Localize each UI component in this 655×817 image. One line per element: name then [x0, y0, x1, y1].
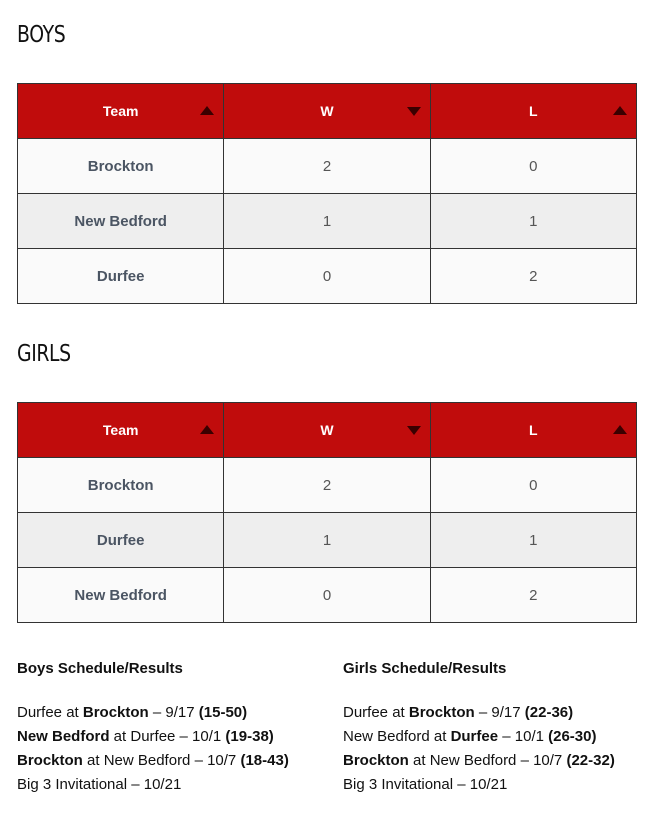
schedule-line	[343, 725, 643, 749]
schedule-text: at New Bedford – 10/7	[408, 752, 567, 769]
schedule-text: Durfee at	[343, 704, 409, 721]
column-label: L	[529, 103, 538, 119]
schedule-line	[343, 749, 643, 773]
wins-cell: 2	[224, 458, 430, 513]
schedule-text: at Durfee – 10/1	[109, 728, 226, 745]
sort-down-icon[interactable]	[407, 426, 421, 435]
table-header-row	[18, 84, 637, 139]
schedule-text: – 9/17	[474, 704, 525, 721]
team-cell: New Bedford	[18, 194, 224, 249]
girls-standings-table	[17, 402, 637, 623]
schedule-line	[17, 773, 317, 797]
schedule-highlight: Brockton	[343, 752, 409, 769]
team-cell: Durfee	[18, 513, 224, 568]
schedule-highlight: Brockton	[82, 704, 149, 721]
wins-cell: 2	[224, 139, 430, 194]
schedule-line	[17, 725, 317, 749]
sort-up-icon[interactable]	[200, 425, 214, 434]
table-row	[18, 249, 637, 304]
girls-schedule-title: Girls Schedule/Results	[343, 660, 507, 677]
boys-heading: BOYS	[17, 22, 66, 48]
column-header-l[interactable]	[430, 403, 636, 458]
schedule-highlight: (22-36)	[524, 704, 574, 721]
sort-up-icon[interactable]	[613, 106, 627, 115]
column-header-w[interactable]	[224, 403, 430, 458]
sort-up-icon[interactable]	[200, 106, 214, 115]
losses-cell: 0	[430, 458, 636, 513]
losses-cell: 1	[430, 513, 636, 568]
girls-heading: GIRLS	[17, 341, 71, 367]
schedule-highlight: (19-38)	[225, 728, 274, 745]
schedule-highlight: New Bedford	[17, 728, 110, 745]
girls-schedule	[343, 657, 643, 797]
team-cell: Brockton	[18, 139, 224, 194]
schedule-text: at New Bedford – 10/7	[82, 752, 241, 769]
column-header-l[interactable]	[430, 84, 636, 139]
losses-cell: 2	[430, 568, 636, 623]
schedule-text: New Bedford at	[343, 728, 451, 745]
girls-schedule-lines	[343, 701, 643, 797]
schedule-highlight: Durfee	[450, 728, 499, 745]
schedule-line	[17, 701, 317, 725]
sort-down-icon[interactable]	[407, 107, 421, 116]
losses-cell: 1	[430, 194, 636, 249]
schedule-line	[17, 749, 317, 773]
losses-cell: 2	[430, 249, 636, 304]
table-row	[18, 194, 637, 249]
team-cell: Durfee	[18, 249, 224, 304]
schedule-highlight: (22-32)	[566, 752, 615, 769]
wins-cell: 1	[224, 194, 430, 249]
table-row	[18, 513, 637, 568]
boys-standings-table	[17, 83, 637, 304]
column-label: L	[529, 422, 538, 438]
team-cell: Brockton	[18, 458, 224, 513]
schedule-text: – 10/1	[498, 728, 549, 745]
column-label: W	[320, 422, 334, 438]
schedule-text: Big 3 Invitational – 10/21	[17, 776, 182, 793]
schedule-highlight: Brockton	[17, 752, 83, 769]
table-row	[18, 568, 637, 623]
wins-cell: 0	[224, 568, 430, 623]
schedule-text: Big 3 Invitational – 10/21	[343, 776, 508, 793]
schedule-line	[343, 773, 643, 797]
column-label: W	[320, 103, 334, 119]
schedule-highlight: (26-30)	[548, 728, 597, 745]
column-header-w[interactable]	[224, 84, 430, 139]
column-label: Team	[102, 422, 139, 438]
boys-schedule	[17, 657, 317, 797]
schedule-highlight: (18-43)	[240, 752, 289, 769]
wins-cell: 0	[224, 249, 430, 304]
column-header-team[interactable]	[18, 84, 224, 139]
schedule-highlight: (15-50)	[198, 704, 248, 721]
team-cell: New Bedford	[18, 568, 224, 623]
table-row	[18, 139, 637, 194]
table-row	[18, 458, 637, 513]
schedule-text: Durfee at	[17, 704, 83, 721]
sort-up-icon[interactable]	[613, 425, 627, 434]
boys-schedule-title: Boys Schedule/Results	[17, 660, 183, 677]
schedule-line	[343, 701, 643, 725]
wins-cell: 1	[224, 513, 430, 568]
schedule-text: – 9/17	[148, 704, 199, 721]
table-header-row	[18, 403, 637, 458]
column-header-team[interactable]	[18, 403, 224, 458]
schedule-highlight: Brockton	[408, 704, 475, 721]
column-label: Team	[102, 103, 139, 119]
losses-cell: 0	[430, 139, 636, 194]
boys-schedule-lines	[17, 701, 317, 797]
